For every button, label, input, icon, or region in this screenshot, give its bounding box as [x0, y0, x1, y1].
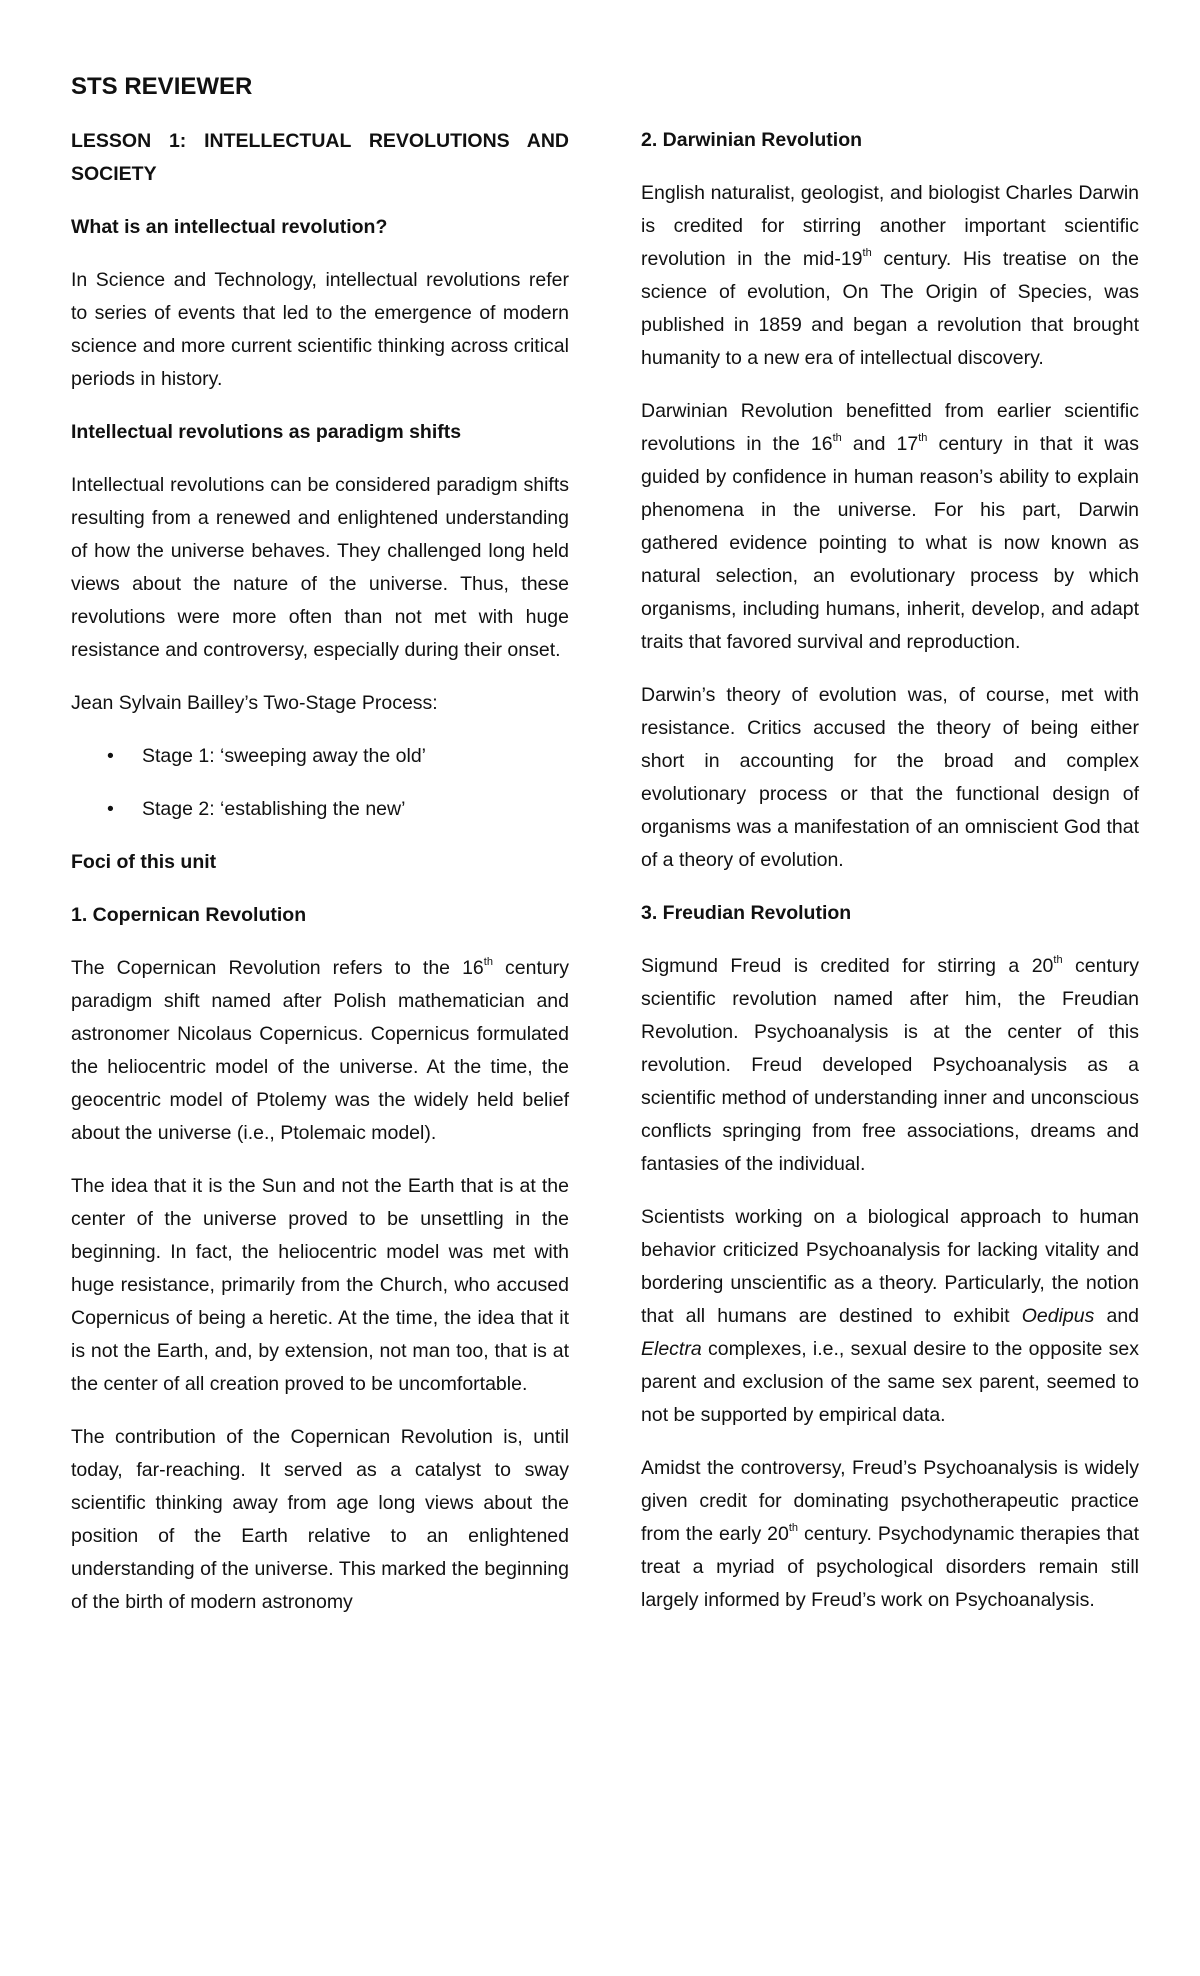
bullet-icon: • [107, 745, 114, 767]
question-heading: What is an intellectual revolution? [71, 216, 388, 238]
copernican-paragraph-3: The contribution of the Copernican Revolution is, until today, far-reaching. It served as a catalyst to sway scientific thinking away from age long views about the position of the Earth relative to an enlightened understanding of the universe. This marked the beginning of the birth of modern astronomy [71, 1426, 569, 1613]
bullet-icon: • [107, 798, 114, 820]
left-column [71, 125, 569, 1639]
document-title: STS REVIEWER [71, 73, 253, 100]
bailey-intro: Jean Sylvain Bailley’s Two-Stage Process: [71, 692, 438, 714]
stage-2-text: Stage 2: ‘establishing the new’ [142, 798, 406, 820]
list-item [71, 793, 569, 826]
freud-paragraph-2: Scientists working on a biological approach to human behavior criticized Psychoanalysis for lacking vitality and bordering unscientific as a theory. Particularly, the notion that all humans are destined to exhibit Oedipus and Electra complexes, i.e., sexual desire to the opposite sex parent and exclusion of the same sex parent, seemed to not be supported by empirical data. [641, 1206, 1140, 1426]
freud-paragraph-1: Sigmund Freud is credited for stirring a 20th century scientific revolution named after him, the Freudian Revolution. Psychoanalysis is at the center of this revolution. Freud developed Psychoanalysis as a scientific method of understanding inner and unconscious conflicts springing from free associations, dreams and fantasies of the individual. [641, 954, 1139, 1175]
list-item [71, 740, 569, 773]
freudian-heading: 3. Freudian Revolution [641, 902, 852, 924]
darwin-paragraph-3: Darwin’s theory of evolution was, of course, met with resistance. Critics accused the theory of being either short in accounting for the broad and complex evolutionary process or that the functional design of organisms was a manifestation of an omniscient God that of a theory of evolution. [641, 684, 1139, 871]
lesson-heading: LESSON 1: INTELLECTUAL REVOLUTIONS AND SOCIETY [71, 130, 569, 185]
right-column [641, 124, 1139, 1637]
copernican-paragraph-1: The Copernican Revolution refers to the 16th century paradigm shift named after Polish mathematician and astronomer Nicolaus Copernicus. Copernicus formulated the heliocentric model of the universe. At the time, the geocentric model of Ptolemy was the widely held belief about the universe (i.e., Ptolemaic model). [71, 956, 569, 1144]
darwin-paragraph-1: English naturalist, geologist, and biologist Charles Darwin is credited for stirring another important scientific revolution in the mid-19th century. His treatise on the science of evolution, On The Origin of Species, was published in 1859 and began a revolution that brought humanity to a new era of intellectual discovery. [641, 182, 1139, 369]
paradigm-body: Intellectual revolutions can be considered paradigm shifts resulting from a renewed and enlightened understanding of how the universe behaves. They challenged long held views about the nature of the universe. Thus, these revolutions were more often than not met with huge resistance and controversy, especially during their onset. [71, 474, 569, 661]
copernican-heading: 1. Copernican Revolution [71, 904, 307, 926]
darwin-paragraph-2: Darwinian Revolution benefitted from earlier scientific revolutions in the 16th and 17th century in that it was guided by confidence in human reason’s ability to explain phenomena in the universe. For his part, Darwin gathered evidence pointing to what is now known as natural selection, an evolutionary process by which organisms, including humans, inherit, develop, and adapt traits that favored survival and reproduction. [641, 400, 1140, 653]
foci-heading: Foci of this unit [71, 851, 217, 873]
freud-paragraph-3: Amidst the controversy, Freud’s Psychoanalysis is widely given credit for dominating psychotherapeutic practice from the early 20th century. Psychodynamic therapies that treat a myriad of psychological disorders remain still largely informed by Freud’s work on Psychoanalysis. [641, 1457, 1139, 1611]
stages-list [71, 740, 569, 826]
darwinian-heading: 2. Darwinian Revolution [641, 129, 863, 151]
stage-1-text: Stage 1: ‘sweeping away the old’ [142, 745, 427, 767]
copernican-paragraph-2: The idea that it is the Sun and not the Earth that is at the center of the universe proved to be unsettling in the beginning. In fact, the heliocentric model was met with huge resistance, primarily from the Church, who accused Copernicus of being a heretic. At the time, the idea that it is not the Earth, and, by extension, not man too, that is at the center of all creation proved to be uncomfortable. [71, 1175, 569, 1395]
paradigm-heading: Intellectual revolutions as paradigm shifts [71, 421, 462, 443]
question-body: In Science and Technology, intellectual revolutions refer to series of events that led to the emergence of modern science and more current scientific thinking across critical periods in history. [71, 269, 569, 390]
